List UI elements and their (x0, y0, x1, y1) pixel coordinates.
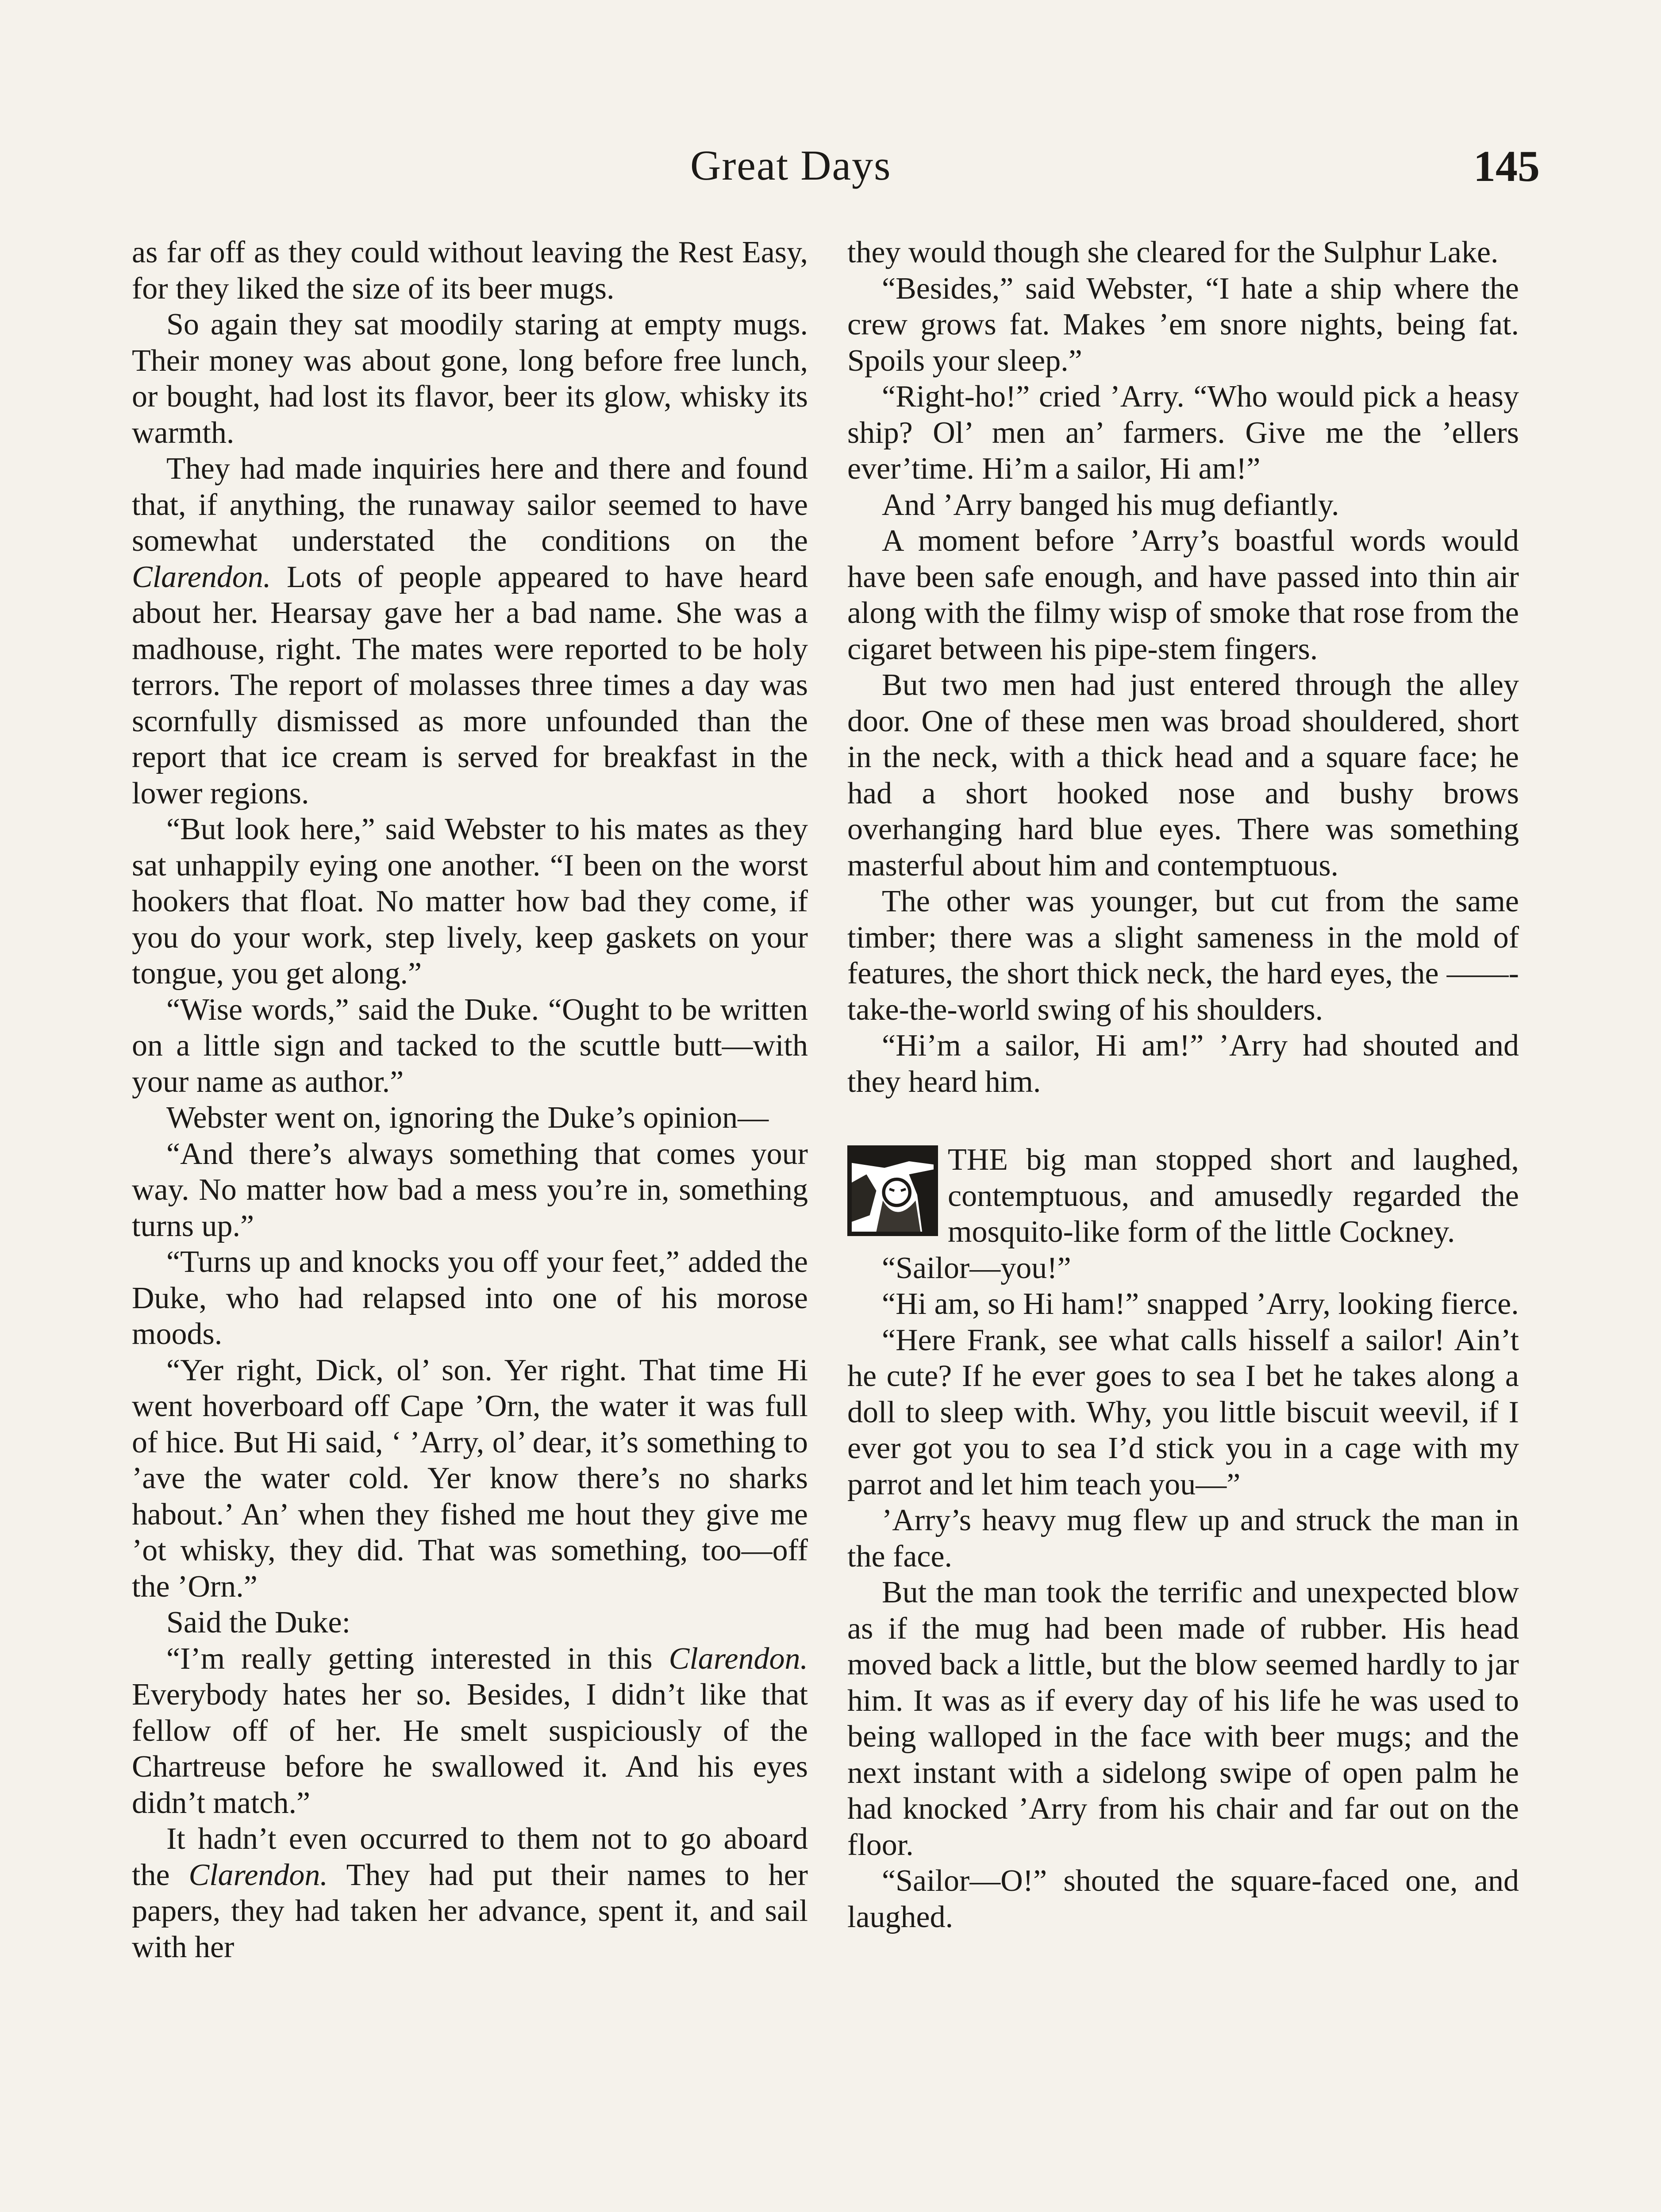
ship-name: Clarendon. (188, 1858, 328, 1892)
paragraph: And ’Arry banged his mug defiantly. (882, 488, 1339, 522)
paragraph (132, 451, 808, 811)
paragraph: “Yer right, Dick, ol’ son. Yer right. That time Hi went hoverboard off Cape ’Orn, the water it was full of hice. But Hi said, ‘ ’Arry, ol’ dear, it’s something to ’ave the water cold. Yer know there’s no sharks habout.’ An’ when they fished me hout they give me ’ot whisky, they did. That was something, too—off the ’Orn.” (132, 1353, 808, 1604)
paragraph: they would though she cleared for the Sulphur Lake. (847, 235, 1499, 269)
paragraph: “Right-ho!” cried ’Arry. “Who would pick a heasy ship? Ol’ men an’ farmers. Give me the ’ellers ever’time. Hi’m a sailor, Hi am!” (847, 380, 1519, 486)
text-run: THE big man stopped short and laughed, contemptuous, and amusedly regarded the mosquito-like form of the little Cockney. (948, 1143, 1519, 1249)
paragraph: “Hi’m a sailor, Hi am!” ’Arry had shouted and they heard him. (847, 1029, 1519, 1099)
decorative-initial-icon (847, 1145, 938, 1236)
paragraph (132, 1641, 808, 1821)
paragraph: “Sailor—O!” shouted the square-faced one, and laughed. (847, 1864, 1519, 1934)
right-column (847, 234, 1519, 1935)
paragraph: Said the Duke: (166, 1605, 351, 1640)
vignette-illustration-icon (852, 1150, 934, 1232)
paragraph: The other was younger, but cut from the same timber; there was a slight sameness in the mold of features, the short thick neck, the hard eyes, the ——-take-the-world swing of his shoulders. (847, 884, 1519, 1027)
paragraph (132, 1821, 808, 1965)
paragraph: “Here Frank, see what calls hisself a sailor! Ain’t he cute? If he ever goes to sea I bet he takes along a doll to sleep with. Why, you little biscuit weevil, if I ever got you to sea I’d stick you in a cage with my parrot and let him teach you—” (847, 1323, 1519, 1502)
paragraph: Webster went on, ignoring the Duke’s opinion— (166, 1101, 769, 1135)
paragraph: “Turns up and knocks you off your feet,” added the Duke, who had relapsed into one of his morose moods. (132, 1245, 808, 1351)
ship-name: Clarendon. (669, 1641, 808, 1676)
paragraph: ’Arry’s heavy mug flew up and struck the man in the face. (847, 1503, 1519, 1574)
paragraph: So again they sat moodily staring at empty mugs. Their money was about gone, long before free lunch, or bought, had lost its flavor, beer its glow, whisky its warmth. (132, 307, 808, 450)
paragraph: But two men had just entered through the alley door. One of these men was broad shouldered, short in the neck, with a thick head and a square face; he had a short hooked nose and bushy brows overhanging hard blue eyes. There was something masterful about him and contemptuous. (847, 668, 1519, 883)
text-run: “I’m really getting interested in this (166, 1641, 669, 1676)
text-run: They had made inquiries here and there and found that, if anything, the runaway sailor seemed to have somewhat understated the conditions on the (132, 452, 808, 558)
paragraph: “Sailor—you!” (882, 1251, 1071, 1285)
paragraph: A moment before ’Arry’s boastful words would have been safe enough, and have passed into thin air along with the filmy wisp of smoke that rose from the cigaret between his pipe-stem fingers. (847, 524, 1519, 666)
paragraph: “Wise words,” said the Duke. “Ought to be written on a little sign and tacked to the scuttle butt—with your name as author.” (132, 992, 808, 1099)
page-number: 145 (1473, 142, 1540, 191)
ship-name: Clarendon. (132, 560, 271, 594)
left-column (132, 234, 808, 1965)
paragraph: “Besides,” said Webster, “I hate a ship where the crew grows fat. Makes ’em snore nights, being fat. Spoils your sleep.” (847, 271, 1519, 378)
paragraph: “Hi am, so Hi ham!” snapped ’Arry, looking fierce. (882, 1287, 1519, 1321)
paragraph: “But look here,” said Webster to his mates as they sat unhappily eying one another. “I been on the worst hookers that float. No matter how bad they come, if you do your work, step lively, keep gaskets on your tongue, you get along.” (132, 812, 808, 991)
running-head-title: Great Days (690, 142, 892, 189)
text-run: It hadn’t even occurred to them not to go aboard the (132, 1822, 808, 1892)
text-run: Everybody hates her so. Besides, I didn’t like that fellow off of her. He smelt suspiciously of the Chartreuse before he swallowed it. And his eyes didn’t match.” (132, 1678, 808, 1820)
text-run: Lots of people appeared to have heard about her. Hearsay gave her a bad name. She was a madhouse, right. The mates were reported to be holy terrors. The report of molasses three times a day was scornfully dismissed as more unfounded than the report that ice cream is served for breakfast in the lower regions. (132, 560, 808, 810)
paragraph (847, 1142, 1519, 1250)
paragraph: “And there’s always something that comes your way. No matter how bad a mess you’re in, something turns up.” (132, 1137, 808, 1243)
paragraph: as far off as they could without leaving the Rest Easy, for they liked the size of its beer mugs. (132, 235, 808, 306)
paragraph: But the man took the terrific and unexpected blow as if the mug had been made of rubber. His head moved back a little, but the blow seemed hardly to jar him. It was as if every day of his life he was used to being walloped in the face with beer mugs; and the next instant with a sidelong swipe of open palm he had knocked ’Arry from his chair and far out on the floor. (847, 1575, 1519, 1862)
text-run: They had put their names to her papers, they had taken her advance, spent it, and sail with her (132, 1858, 808, 1964)
